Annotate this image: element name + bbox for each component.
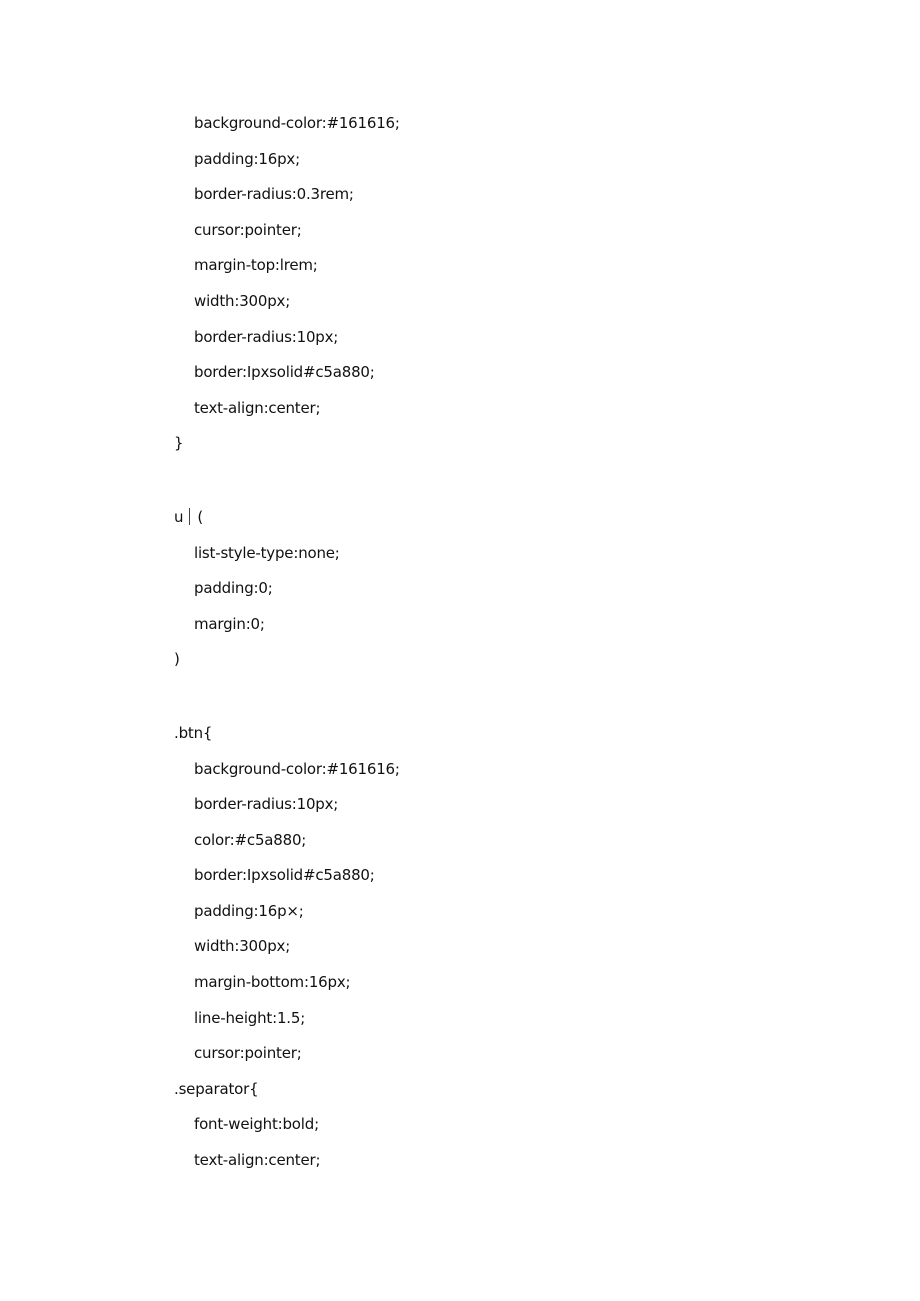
code-line: list-style-type:none; — [194, 543, 340, 562]
code-line: line-height:1.5; — [194, 1008, 306, 1027]
code-line: ) — [174, 650, 180, 669]
code-line: border-radius:10px; — [194, 327, 339, 346]
code-line: border-radius:10px; — [194, 795, 339, 814]
code-line: font-weight:bold; — [194, 1115, 319, 1134]
code-line: border:Ipxsolid#c5a880; — [194, 866, 375, 885]
code-line: padding:16px; — [194, 149, 300, 168]
code-listing — [174, 112, 400, 1185]
code-line: border:Ipxsolid#c5a880; — [194, 363, 375, 382]
code-line: cursor:pointer; — [194, 1044, 302, 1063]
code-line: border-radius:0.3rem; — [194, 185, 354, 204]
code-line: cursor:pointer; — [194, 220, 302, 239]
code-line: margin:0; — [194, 614, 265, 633]
blank-line — [174, 468, 400, 506]
code-line: text-align:center; — [194, 1151, 321, 1170]
open-brace-text: ( — [197, 507, 203, 526]
code-line: text-align:center; — [194, 398, 321, 417]
code-line: background-color:#161616; — [194, 114, 400, 132]
code-line: margin-top:lrem; — [194, 256, 318, 275]
code-line: .separator{ — [174, 1079, 259, 1098]
code-line: width:300px; — [194, 291, 291, 310]
code-line: .btn{ — [174, 723, 213, 742]
code-line: color:#c5a880; — [194, 830, 307, 849]
code-line: padding:0; — [194, 579, 273, 598]
code-line: padding:16p×; — [194, 901, 304, 920]
selector-text: u — [174, 507, 184, 526]
text-cursor — [189, 508, 190, 525]
code-line: } — [174, 434, 184, 453]
code-line: margin-bottom:16px; — [194, 973, 351, 992]
code-line: width:300px; — [194, 937, 291, 956]
blank-line — [174, 684, 400, 722]
code-line — [174, 506, 400, 542]
code-line: background-color:#161616; — [194, 759, 400, 778]
